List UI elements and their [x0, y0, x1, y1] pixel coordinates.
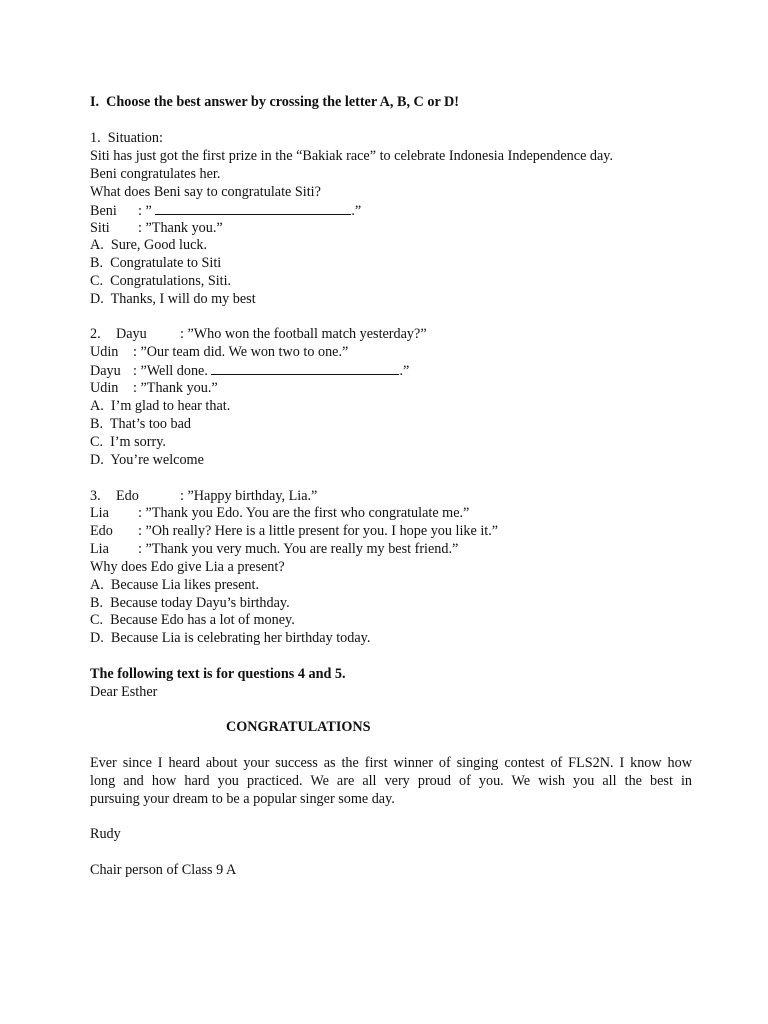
q2-option-a[interactable]: A. I’m glad to hear that.: [90, 398, 231, 414]
q2-option-b[interactable]: B. That’s too bad: [90, 416, 192, 432]
q3-option-d[interactable]: D. Because Lia is celebrating her birthday today.: [90, 630, 371, 646]
speaker-name: Lia: [90, 505, 109, 521]
answer-blank[interactable]: [211, 361, 399, 375]
q3-option-c[interactable]: C. Because Edo has a lot of money.: [90, 612, 295, 628]
answer-blank[interactable]: [155, 201, 351, 215]
q2-dialogue-line-4: [90, 379, 218, 397]
q1-dialogue-siti: [90, 219, 223, 237]
question-number: 3.: [90, 488, 101, 504]
speaker-name: Edo: [116, 488, 139, 504]
q1-option-d[interactable]: D. Thanks, I will do my best: [90, 291, 256, 307]
letter-body-line-3: pursuing your dream to be a popular singer some day.: [90, 791, 395, 807]
question-number: 2.: [90, 326, 101, 342]
q3-dialogue-line-2: [90, 504, 469, 522]
q2-dialogue-line-2: [90, 343, 348, 361]
q1-header: 1. Situation:: [90, 130, 163, 146]
q3-question: Why does Edo give Lia a present?: [90, 559, 285, 575]
q3-dialogue-line-4: [90, 540, 458, 558]
q3-option-b[interactable]: B. Because today Dayu’s birthday.: [90, 595, 290, 611]
dialogue-text: : ”Happy birthday, Lia.”: [180, 488, 318, 504]
instruction-heading: [90, 93, 459, 111]
letter-body-line-1: Ever since I heard about your success as the first winner of singing contest of FLS2N. I know how: [90, 755, 692, 771]
letter-greeting: Dear Esther: [90, 684, 158, 700]
instruction-text: Choose the best answer by crossing the letter A, B, C or D!: [106, 94, 460, 110]
letter-position: Chair person of Class 9 A: [90, 862, 237, 878]
speaker-name: Udin: [90, 344, 119, 360]
q1-option-a[interactable]: A. Sure, Good luck.: [90, 237, 208, 253]
q2-dialogue-line-3: [90, 361, 409, 380]
q3-dialogue-line-1: [90, 487, 317, 505]
speaker-name: Beni: [90, 203, 117, 219]
dialogue-text: : ”Who won the football match yesterday?”: [180, 326, 427, 342]
dialogue-text: : ”Our team did. We won two to one.”: [133, 344, 349, 360]
speaker-name: Dayu: [90, 363, 121, 379]
dialogue-suffix: .”: [399, 363, 410, 379]
q1-option-b[interactable]: B. Congratulate to Siti: [90, 255, 222, 271]
q3-dialogue-line-3: [90, 522, 498, 540]
letter-body-line-2: long and how hard you practiced. We are all very proud of you. We wish you all the best in: [90, 773, 692, 789]
dialogue-text: : ”Thank you.”: [138, 220, 223, 236]
q1-dialogue-beni: [90, 201, 361, 220]
q2-option-c[interactable]: C. I’m sorry.: [90, 434, 166, 450]
q1-situation-line-1: Siti has just got the first prize in the “Bakiak race” to celebrate Indonesia Independence day.: [90, 148, 614, 164]
speaker-name: Dayu: [116, 326, 147, 342]
dialogue-text: : ”Oh really? Here is a little present for you. I hope you like it.”: [138, 523, 499, 539]
reading-intro: The following text is for questions 4 and 5.: [90, 666, 346, 682]
dialogue-prefix: : ”Well done.: [133, 363, 208, 379]
letter-title: CONGRATULATIONS: [226, 719, 371, 735]
letter-signature: Rudy: [90, 826, 121, 842]
dialogue-text: : ”Thank you very much. You are really my best friend.”: [138, 541, 459, 557]
q1-option-c[interactable]: C. Congratulations, Siti.: [90, 273, 232, 289]
q1-question: What does Beni say to congratulate Siti?: [90, 184, 321, 200]
dialogue-prefix: : ”: [138, 203, 152, 219]
q2-option-d[interactable]: D. You’re welcome: [90, 452, 204, 468]
speaker-name: Siti: [90, 220, 110, 236]
speaker-name: Lia: [90, 541, 109, 557]
instruction-number: I.: [90, 94, 100, 110]
dialogue-suffix: .”: [351, 203, 362, 219]
q1-situation-line-2: Beni congratulates her.: [90, 166, 221, 182]
q2-dialogue-line-1: [90, 325, 427, 343]
dialogue-text: : ”Thank you Edo. You are the first who congratulate me.”: [138, 505, 470, 521]
dialogue-text: : ”Thank you.”: [133, 380, 218, 396]
q3-option-a[interactable]: A. Because Lia likes present.: [90, 577, 260, 593]
speaker-name: Edo: [90, 523, 113, 539]
speaker-name: Udin: [90, 380, 119, 396]
